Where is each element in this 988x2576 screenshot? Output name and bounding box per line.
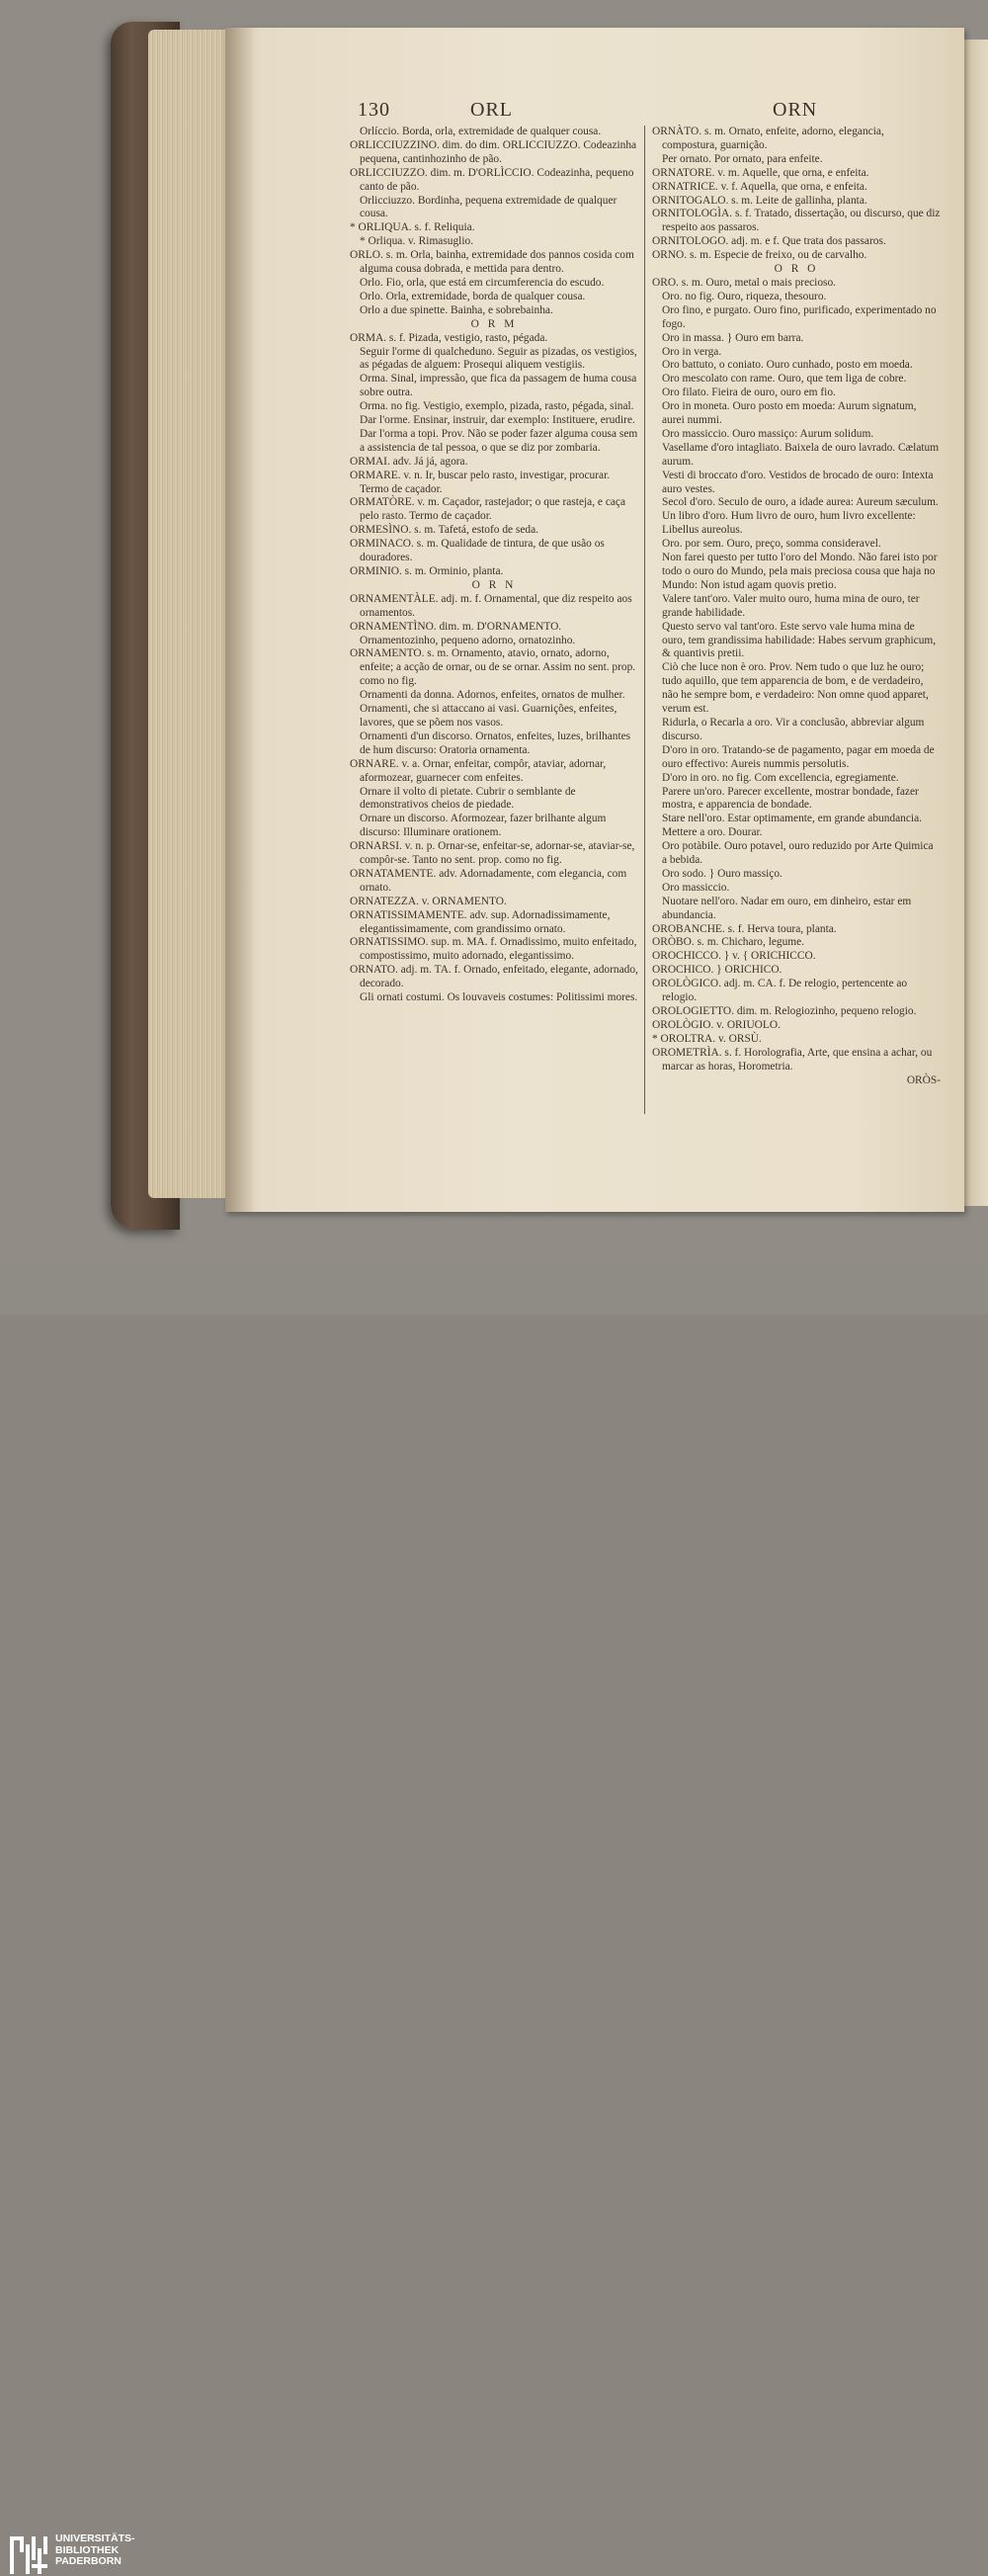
- dictionary-entry: ORNAMENTÀLE. adj. m. f. Ornamental, que diz respeito aos ornamentos.: [350, 592, 632, 619]
- entry-subsense: Orma. Sinal, impressão, que fica da passagem de huma cousa sobre outra.: [360, 373, 637, 399]
- dictionary-entry: ORNATISSIMO. sup. m. MA. f. Ornadissimo, muito enfeitado, compostissimo, muito adornado, elegantissimo.: [350, 936, 637, 963]
- entry-subsense: Vesti di broccato d'oro. Vestidos de brocado de ouro: Intexta auro vestes.: [662, 469, 934, 495]
- column-rule: [644, 126, 645, 1114]
- entry-subsense: Oro massiccio. Ouro massiço: Aurum solidum.: [662, 427, 874, 440]
- entry-subsense: Mettere a oro. Dourar.: [662, 826, 763, 839]
- left-running-head: ORL: [470, 99, 513, 121]
- entry-subsense: Ornamenti da donna. Adornos, enfeites, ornatos de mulher.: [360, 689, 625, 702]
- entry-subsense: Ridurla, o Recarla a oro. Vir a conclusão, abbreviar algum discurso.: [662, 716, 925, 742]
- library-name: [55, 2533, 135, 2568]
- entry-subsense: Dar l'orme. Ensinar, instruir, dar exemplo: Instituere, erudire.: [360, 414, 635, 427]
- entry-subsense: Orlicciuzzo. Bordinha, pequena extremidade de qualquer cousa.: [360, 194, 618, 220]
- dictionary-entry: ORNITOLOGO. adj. m. e f. Que trata dos passaros.: [652, 235, 886, 248]
- entry-subsense: Un libro d'oro. Hum livro de ouro, hum livro excellente: Libellus aureolus.: [662, 510, 916, 537]
- entry-subsense: Orlíccio. Borda, orla, extremidade de qualquer cousa.: [360, 126, 602, 137]
- dictionary-entry: ORNATAMENTE. adv. Adornadamente, com elegancia, com ornato.: [350, 867, 627, 894]
- entry-subsense: Ornare il volto di pietate. Cubrir o semblante de demonstrativos cheios de piedade.: [360, 785, 576, 812]
- entry-subsense: Ciò che luce non è oro. Prov. Nem tudo o que luz he ouro; tudo aquillo, que tem apparencia de bom, e de verdadeiro, não he sempre bom, e verdadeiro: Non omne quod apparet, verum est.: [662, 661, 929, 716]
- dictionary-entry: OROBANCHE. s. f. Herva toura, planta.: [652, 922, 837, 935]
- entry-subsense: Oro battuto, o coniato. Ouro cunhado, posto em moeda.: [662, 359, 913, 372]
- entry-subsense: Ornare un discorso. Aformozear, fazer brilhante algum discurso: Illuminare orationem.: [360, 813, 607, 839]
- right-column: [652, 126, 941, 1087]
- dictionary-entry: ORMATÒRE. v. m. Caçador, rastejador; o que rasteja, e caça pelo rasto. Termo de caçador.: [350, 496, 626, 523]
- dictionary-entry: ORNATISSIMAMENTE. adv. sup. Adornadissimamente, elegantissimamente, com grandissimo ornato.: [350, 908, 611, 935]
- entry-subsense: Nuotare nell'oro. Nadar em ouro, em dinheiro, estar em abundancia.: [662, 895, 912, 921]
- library-name-line-3: PADERBORN: [55, 2555, 122, 2567]
- entry-subsense: Oro. no fig. Ouro, riqueza, thesouro.: [662, 290, 827, 302]
- catchword: ORÒS-: [906, 1073, 941, 1086]
- entry-subsense: Questo servo val tant'oro. Este servo vale huma mina de ouro, tem grandissima habilidade: Habes servum graphicum, & quantivis pretii.: [662, 620, 937, 660]
- dictionary-entry: ORNATRICE. v. f. Aquella, que orna, e enfeita.: [652, 180, 867, 193]
- dictionary-entry: ORMARE. v. n. Ir, buscar pelo rasto, investigar, procurar. Termo de caçador.: [350, 469, 611, 495]
- entry-subsense: D'oro in oro. no fig. Com excellencia, egregiamente.: [662, 771, 899, 784]
- page-gutter-shadow: [225, 28, 255, 1212]
- entry-subsense: Oro massiccio.: [662, 881, 730, 894]
- entry-subsense: Ornamenti, che si attaccano ai vasi. Guarnições, enfeites, lavores, que se põem nos vasos.: [360, 703, 618, 729]
- entry-subsense: Orlo a due spinette. Bainha, e sobrebainha.: [360, 303, 553, 316]
- entry-subsense: Gli ornati costumi. Os louvaveis costumes: Politissimi mores.: [360, 991, 638, 1004]
- dictionary-entry: ORMAI. adv. Já já, agora.: [350, 455, 468, 468]
- dictionary-entry: * OROLTRA. v. ORSÙ.: [652, 1032, 762, 1045]
- entry-subsense: Oro in massa. } Ouro em barra.: [662, 331, 804, 344]
- entry-subsense: Non farei questo per tutto l'oro del Mondo. Não farei isto por todo o ouro do Mundo, pela mais preciosa cousa que haja no Mundo: Non istud agam quovis pretio.: [662, 552, 938, 591]
- entry-subsense: Oro. por sem. Ouro, preço, somma consideravel.: [662, 538, 881, 551]
- dictionary-entry: ORNARE. v. a. Ornar, enfeitar, compôr, ataviar, adornar, aformozear, guarnecer com enfeites.: [350, 757, 607, 784]
- dictionary-entry: ORMINACO. s. m. Qualidade de tintura, de que usão os douradores.: [350, 538, 605, 564]
- entry-subsense: Oro fino, e purgato. Ouro fino, purificado, experimentado no fogo.: [662, 303, 937, 330]
- page-number: 130: [358, 99, 390, 121]
- entry-subsense: Oro mescolato con rame. Ouro, que tem liga de cobre.: [662, 373, 907, 386]
- entry-subsense: Orma. no fig. Vestigio, exemplo, pizada, rasto, pégada, sinal.: [360, 400, 634, 413]
- dictionary-entry: ORLICCIUZZINO. dim. do dim. ORLICCIUZZO. Codeazinha pequena, cantinhozinho de pão.: [350, 138, 637, 165]
- dictionary-entry: OROLÒGIO. v. ORIUOLO.: [652, 1018, 781, 1031]
- entry-subsense: Oro in moneta. Ouro posto em moeda: Aurum signatum, aurei nummi.: [662, 400, 917, 427]
- entry-subsense: D'oro in oro. Tratando-se de pagamento, pagar em moeda de ouro effectivo: Aureis nummis persolutis.: [662, 743, 935, 770]
- entry-subsense: Stare nell'oro. Estar optimamente, em grande abundancia.: [662, 813, 922, 825]
- facing-page-edge: [960, 40, 988, 1206]
- dictionary-entry: ORNAMENTO. s. m. Ornamento, atavio, ornato, adorno, enfeite; a acção de ornar, ou de se ornar. Assim no sent. prop. como no fig.: [350, 647, 636, 688]
- entry-subsense: Oro filato. Fieira de ouro, ouro em fio.: [662, 386, 836, 399]
- entry-subsense: * Orliqua. v. Rimasuglio.: [360, 235, 474, 248]
- dictionary-entry: ORNATEZZA. v. ORNAMENTO.: [350, 895, 507, 907]
- dictionary-entry: ORMINIO. s. m. Orminio, planta.: [350, 565, 504, 577]
- library-footer: [0, 1265, 988, 2567]
- entry-subsense: Per ornato. Por ornato, para enfeite.: [662, 152, 823, 165]
- dictionary-entry: ORLICCIUZZO. dim. m. D'ORLÌCCIO. Codeazinha, pequeno canto de pão.: [350, 166, 634, 193]
- dictionary-entry: ORNARSI. v. n. p. Ornar-se, enfeitar-se, adornar-se, ataviar-se, compôr-se. Tanto no sent. prop. como no fig.: [350, 840, 635, 867]
- dictionary-entry: ORÒBO. s. m. Chicharo, legume.: [652, 936, 805, 949]
- library-name-line-1: UNIVERSITÄTS-: [55, 2533, 135, 2544]
- dictionary-entry: ORO. s. m. Ouro, metal o mais precioso.: [652, 276, 837, 289]
- dictionary-entry: ORNAMENTÌNO. dim. m. D'ORNAMENTO. Ornamentozinho, pequeno adorno, ornatozinho.: [350, 620, 576, 646]
- dictionary-entry: ORNO. s. m. Especie de freixo, ou de carvalho.: [652, 249, 867, 262]
- book-scan: [0, 0, 988, 1265]
- dictionary-entry: ORLO. s. m. Orla, bainha, extremidade dos pannos cosida com alguma cousa dobrada, e mettida para dentro.: [350, 249, 634, 276]
- dictionary-entry: OROCHICO. } ORICHICO.: [652, 964, 782, 977]
- entry-subsense: Dar l'orma a topi. Prov. Não se poder fazer alguma cousa sem a assistencia de tal pessoa, o que se diz por zombaria.: [360, 427, 638, 454]
- left-column: [350, 126, 638, 1005]
- dictionary-entry: ORNITOGALO. s. m. Leite de gallinha, planta.: [652, 194, 867, 207]
- entry-subsense: Oro in verga.: [662, 345, 722, 358]
- entry-subsense: Parere un'oro. Parecer excellente, mostrar bondade, fazer mostra, e apparencia de bondade.: [662, 785, 919, 812]
- section-letters: O R O: [774, 263, 819, 276]
- entry-subsense: Valere tant'oro. Valer muito ouro, huma mina de ouro, ter grande habilidade.: [662, 592, 920, 619]
- entry-subsense: Secol d'oro. Seculo de ouro, a idade aurea: Aureum sæculum.: [662, 496, 939, 509]
- dictionary-entry: ORNÀTO. s. m. Ornato, enfeite, adorno, elegancia, compostura, guarnição.: [652, 126, 884, 151]
- entry-subsense: Ornamenti d'un discorso. Ornatos, enfeites, luzes, brilhantes de hum discurso: Oratoria ornamenta.: [360, 730, 631, 756]
- dictionary-entry: ORMA. s. f. Pizada, vestigio, rasto, pégada.: [350, 331, 548, 344]
- entry-subsense: Oro potàbile. Ouro potavel, ouro reduzido por Arte Quimica a bebida.: [662, 840, 934, 867]
- dictionary-entry: ORNATO. adj. m. TA. f. Ornado, enfeitado, elegante, adornado, decorado.: [350, 964, 638, 990]
- dictionary-entry: ORNATORE. v. m. Aquelle, que orna, e enfeita.: [652, 166, 869, 179]
- entry-subsense: Vasellame d'oro intagliato. Baixela de ouro lavrado. Cælatum aurum.: [662, 441, 940, 468]
- dictionary-entry: OROLÒGICO. adj. m. CA. f. De relogio, pertencente ao relogio.: [652, 978, 908, 1004]
- library-logo-icon: [8, 2534, 51, 2576]
- dictionary-entry: * ORLIQUA. s. f. Reliquia.: [350, 221, 475, 234]
- dictionary-entry: ORNITOLOGÌA. s. f. Tratado, dissertação, ou discurso, que diz respeito aos passaros.: [652, 208, 941, 234]
- dictionary-entry: OROCHICCO. } v. { ORICHICCO.: [652, 950, 816, 963]
- entry-subsense: Orlo. Orla, extremidade, borda de qualquer cousa.: [360, 290, 586, 302]
- entry-subsense: Oro sodo. } Ouro massiço.: [662, 867, 782, 880]
- dictionary-entry: OROMETRÌA. s. f. Horolografia, Arte, que ensina a achar, ou marcar as horas, Horometria.: [652, 1046, 933, 1073]
- page-edges: [148, 30, 233, 1198]
- section-letters: O R N: [471, 578, 517, 591]
- right-running-head: ORN: [773, 99, 818, 121]
- entry-subsense: Orlo. Fio, orla, que está em circumferencia do escudo.: [360, 276, 605, 289]
- dictionary-entry: ORMESÌNO. s. m. Tafetá, estofo de seda.: [350, 524, 539, 537]
- dictionary-entry: OROLOGIETTO. dim. m. Relogiozinho, pequeno relogio.: [652, 1005, 917, 1017]
- entry-subsense: Seguir l'orme di qualcheduno. Seguir as pizadas, os vestigios, as pégadas de alguem: Prosequi aliquem vestigiis.: [360, 345, 637, 372]
- section-letters: O R M: [470, 317, 518, 330]
- library-name-line-2: BIBLIOTHEK: [55, 2543, 120, 2556]
